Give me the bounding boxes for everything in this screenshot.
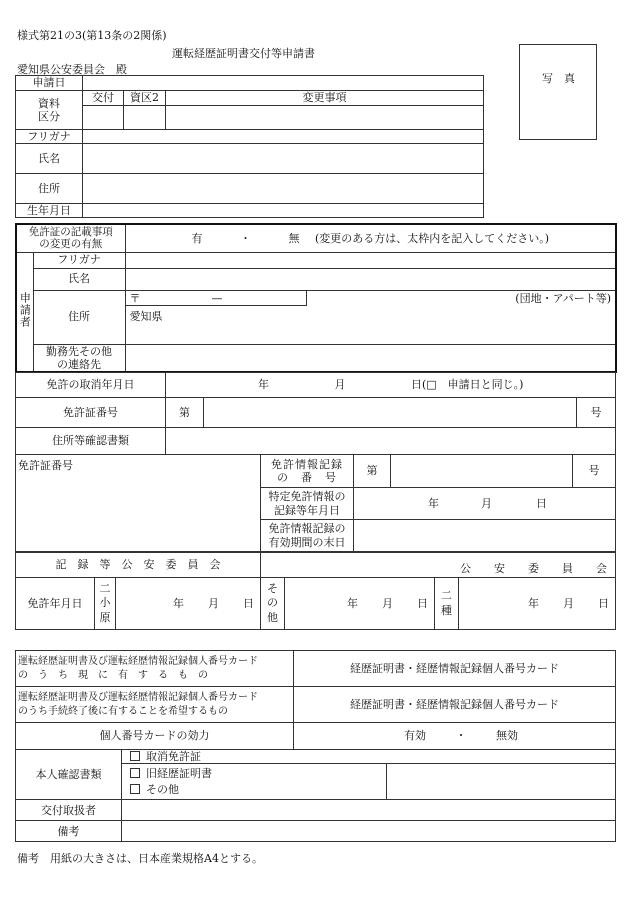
work-contact-field[interactable]: [125, 344, 616, 372]
issue-field[interactable]: [83, 106, 124, 130]
applicant-change-table: [15, 223, 617, 373]
id-option-2-3[interactable]: [122, 764, 387, 800]
shiku2-field[interactable]: [124, 106, 166, 130]
record-number-label: 免許情報記録 の 番 号: [261, 455, 354, 488]
birth-field[interactable]: [83, 204, 484, 218]
address-label: 住所: [16, 174, 83, 204]
photo-label: 写 真: [542, 72, 575, 85]
remarks-label: 備考: [16, 821, 122, 842]
record-go-label: 号: [573, 455, 616, 488]
license-table-b: [15, 454, 616, 552]
applicant-name-label: 氏名: [33, 268, 125, 290]
go-label: 号: [577, 398, 616, 428]
m3: 月: [563, 596, 575, 610]
applicant-side-label: 申請者: [18, 292, 32, 329]
photo-box[interactable]: [519, 44, 597, 140]
valid-option[interactable]: 有効: [404, 729, 426, 743]
current-holding-label: 運転経歴証明書及び運転経歴情報記録個人番号カード の う ち 現 に 有 す る も の: [16, 651, 294, 687]
furigana-field[interactable]: [83, 130, 484, 144]
specific-date-label: 特定免許情報の 記録等年月日: [261, 488, 354, 520]
record-dai-label: 第: [354, 455, 391, 488]
cancel-date-field[interactable]: [166, 373, 616, 398]
checkbox-icon[interactable]: [130, 784, 140, 794]
ni-shu-label: 二 種: [435, 578, 459, 630]
license-date-label: 免許年月日: [16, 578, 95, 630]
addressee: 愛知県公安委員会 殿: [17, 63, 127, 76]
committee-table: [15, 552, 616, 630]
y3: 年: [528, 596, 540, 610]
id-option-1[interactable]: [122, 750, 616, 764]
page-title: 運転経歴証明書交付等申請書: [172, 47, 315, 60]
change-note: (変更のある方は、太枠内を記入してください。): [315, 231, 550, 245]
apartment-label: (団地・アパート等): [515, 291, 611, 305]
certificate-table: [15, 650, 616, 842]
applicant-address-label: 住所: [33, 290, 125, 344]
applicant-furigana-field[interactable]: [125, 252, 616, 268]
cancel-month: 月: [334, 378, 346, 392]
footer-note: 備考 用紙の大きさは、日本産業規格A4とする。: [17, 852, 263, 865]
committee-label: 公 安 委 員 会: [460, 561, 614, 575]
desired-holding-label: 運転経歴証明書及び運転経歴情報記録個人番号カード のうち手続終了後に有することを希望するもの: [16, 687, 294, 723]
specific-date-field[interactable]: [354, 488, 616, 520]
postal-dash: —: [211, 291, 223, 305]
change-question-label: 免許証の記載事項 の変更の有無: [16, 224, 125, 252]
opt3-label: その他: [146, 782, 179, 796]
expiry-label: 免許情報記録の 有効期間の末日: [261, 520, 354, 552]
address-field[interactable]: [83, 174, 484, 204]
sono-label: そ の 他: [261, 578, 285, 630]
form-number: 様式第21の3(第13条の2関係): [17, 29, 167, 42]
handler-field[interactable]: [122, 800, 616, 821]
apply-date-field[interactable]: [83, 76, 484, 91]
ni-shu-date-field[interactable]: [459, 578, 616, 630]
d2: 日: [417, 596, 429, 610]
furigana-label: フリガナ: [16, 130, 83, 144]
birth-label: 生年月日: [16, 204, 83, 218]
mynumber-effect-field[interactable]: [294, 723, 616, 750]
checkbox-icon[interactable]: [130, 768, 140, 778]
ni-sho-label: 二 小 原: [95, 578, 116, 630]
change-no-option[interactable]: 無: [288, 231, 300, 245]
applicant-basic-table: [15, 75, 484, 218]
license-number2-label: 免許証番号: [16, 455, 261, 552]
dai-label: 第: [166, 398, 204, 428]
expiry-field[interactable]: [354, 520, 616, 552]
cancel-year: 年: [258, 378, 269, 392]
current-holding-field[interactable]: 経歴証明書・経歴情報記録個人番号カード: [294, 651, 616, 687]
address-doc-field[interactable]: [166, 428, 616, 455]
name-field[interactable]: [83, 144, 484, 174]
specific-year: 年: [428, 496, 439, 510]
opt2-label: 旧経歴証明書: [146, 766, 212, 780]
prefecture-text: 愛知県: [129, 309, 163, 323]
checkbox-icon[interactable]: [130, 751, 140, 761]
data-kubun-label: 資料 区分: [16, 91, 83, 130]
mynumber-effect-label: 個人番号カードの効力: [16, 723, 294, 750]
separator-dot: ・: [240, 231, 251, 245]
m2: 月: [382, 596, 394, 610]
effect-dot: ・: [455, 729, 467, 743]
committee-field[interactable]: [261, 553, 616, 578]
record-committee-label: 記 録 等 公 安 委 員 会: [16, 553, 261, 578]
desired-holding-field[interactable]: 経歴証明書・経歴情報記録個人番号カード: [294, 687, 616, 723]
d3: 日: [598, 596, 610, 610]
invalid-option[interactable]: 無効: [496, 729, 518, 743]
change-item-label: 変更事項: [166, 91, 484, 106]
issue-label: 交付: [83, 91, 124, 106]
m1: 月: [208, 596, 220, 610]
id-docs-label: 本人確認書類: [16, 750, 122, 800]
remarks-field[interactable]: [122, 821, 616, 842]
cancel-date-label: 免許の取消年月日: [16, 373, 166, 398]
work-contact-label: 勤務先その他 の連絡先: [33, 344, 125, 372]
change-item-field[interactable]: [166, 106, 484, 130]
record-number-field[interactable]: [391, 455, 573, 488]
apply-date-label: 申請日: [16, 76, 83, 91]
shiku2-label: 資区2: [124, 91, 166, 106]
opt1-label: 取消免許証: [146, 750, 201, 763]
license-number-label: 免許証番号: [16, 398, 166, 428]
name-label: 氏名: [16, 144, 83, 174]
y2: 年: [347, 596, 359, 610]
applicant-address-field[interactable]: [125, 290, 616, 344]
license-number-field[interactable]: [204, 398, 577, 428]
applicant-name-field[interactable]: [125, 268, 616, 290]
postal-mark: 〒: [129, 291, 141, 305]
ni-sho-date-field[interactable]: [116, 578, 261, 630]
change-yes-option[interactable]: 有: [191, 231, 203, 245]
address-doc-label: 住所等確認書類: [16, 428, 166, 455]
d1: 日: [243, 596, 255, 610]
id-docs-extra-field[interactable]: [387, 764, 616, 800]
specific-day: 日: [536, 496, 547, 510]
license-table-a: [15, 372, 616, 455]
y1: 年: [173, 596, 185, 610]
sono-date-field[interactable]: [285, 578, 435, 630]
applicant-furigana-label: フリガナ: [33, 252, 125, 268]
cancel-same-day[interactable]: 日(□ 申請日と同じ。): [411, 378, 524, 392]
postal-box[interactable]: [126, 291, 307, 306]
handler-label: 交付取扱者: [16, 800, 122, 821]
specific-month: 月: [481, 496, 492, 510]
